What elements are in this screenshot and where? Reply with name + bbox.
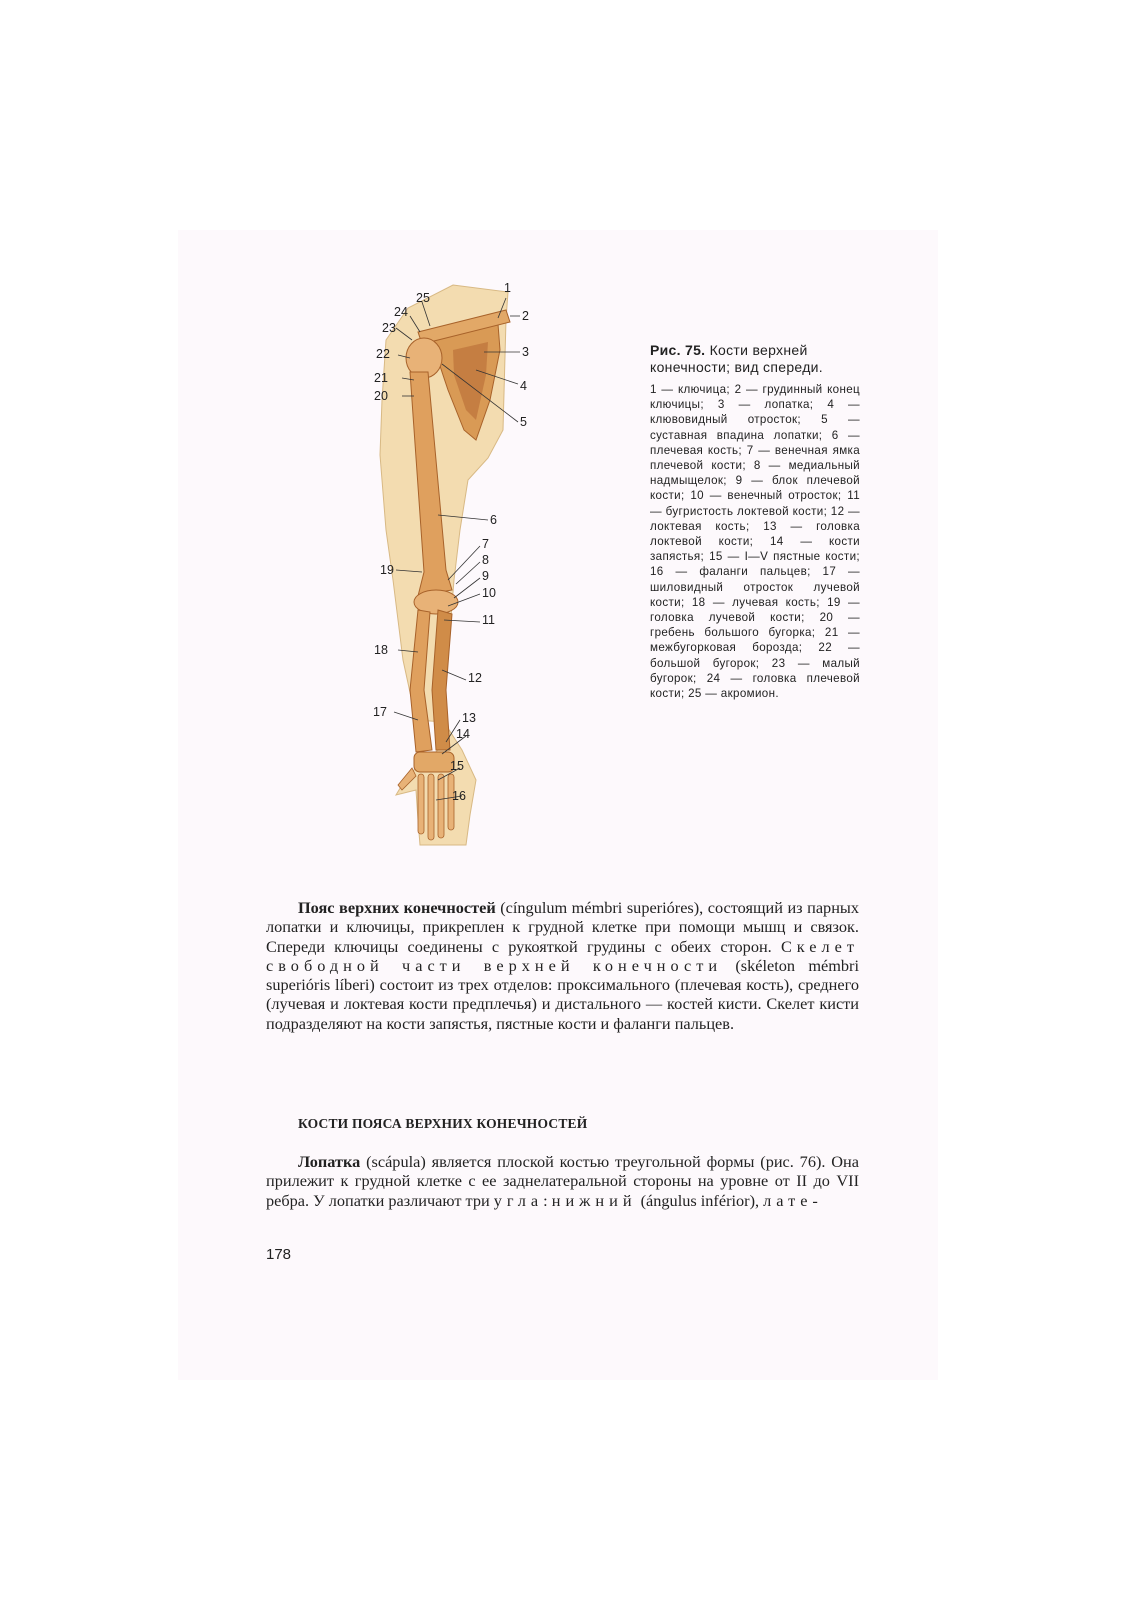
callout-7: 7 [482,537,489,551]
arm-skeleton-figure [358,280,558,850]
callout-23: 23 [382,321,396,335]
callout-16: 16 [452,789,466,803]
latin-term-2: (skéleton mémbri superióris líberi) [266,955,859,995]
callout-13: 13 [462,711,476,725]
callout-17: 17 [373,705,387,719]
spaced-lateral: лате- [763,1190,823,1210]
caption-legend: 1 — ключица; 2 — грудинный конец ключицы; 3 — лопатка; 4 — клювовидный отросток; 5 — суставная впадина лопатки; 6 — плечевая кость; 7 — венечная ямка плечевой кости; 8 — медиальный надмыщелок; 9 — блок плечевой кости; 10 — венечный отросток; 11 — бугристость локтевой кости; 12 — локтевая кость; 13 — головка локтевой кости; 14 — кости запястья; 15 — I—V пястные кости; 16 — фаланги пальцев; 17 — шиловидный отросток лучевой кости; 18 — лучевая кость; 19 — головка лучевой кости; 20 — гребень большого бугорка; 21 — межбугорковая борозда; 22 — большой бугорок; 23 — малый бугорок; 24 — головка плечевой кости; 25 — акромион. [650,383,860,701]
spaced-angles: угла [493,1190,544,1210]
term-scapula: Лопатка [298,1152,361,1171]
paragraph-upper-limb-girdle [266,898,859,1033]
callout-21: 21 [374,371,388,385]
callout-14: 14 [456,727,470,741]
callout-3: 3 [522,345,529,359]
paragraph1-text-a: состоящий из парных лопатки и ключицы, прикреплен к грудной клетке при помощи мышц и связок. Спереди ключицы соединены с рукояткой грудины с обеих сторон. [266,898,859,956]
callout-10: 10 [482,586,496,600]
caption-title-text: Кости верхней конечности; вид спереди. [650,342,823,375]
carpals-shape [414,752,454,772]
callout-18: 18 [374,643,388,657]
callout-11: 11 [482,613,495,627]
latin-angulus: (ángulus inférior), [636,1190,764,1210]
spaced-term-free-limb: Скелет свободной части верхней конечности [266,936,859,975]
callout-22: 22 [376,347,390,361]
callout-25: 25 [416,291,430,305]
callout-4: 4 [520,379,527,393]
callout-20: 20 [374,389,388,403]
figure-caption [650,342,860,701]
caption-title [650,342,860,376]
section-heading: КОСТИ ПОЯСА ВЕРХНИХ КОНЕЧНОСТЕЙ [298,1116,588,1131]
paragraph-scapula [266,1152,859,1210]
paragraph2-text-b: : [543,1190,552,1210]
callout-12: 12 [468,671,482,685]
caption-label: Рис. 75. [650,342,706,358]
spaced-inferior: нижний [551,1190,637,1210]
callout-6: 6 [490,513,497,527]
paragraph2-text-a: является плоской костью треугольной формы (рис. 76). Она прилежит к грудной клетке с ее заднелатеральной стороны на уровне от II до VII ребра. У лопатки различают три [266,1152,859,1210]
page-number: 178 [266,1246,292,1263]
callout-8: 8 [482,553,489,567]
book-page [178,230,938,1380]
callout-19: 19 [380,563,394,577]
latin-term: (cíngulum mémbri superióres), [495,898,708,917]
term-upper-limb-girdle: Пояс верхних конечностей [298,898,496,917]
latin-scapula: (scápula) [360,1152,432,1171]
callout-5: 5 [520,415,527,429]
callout-15: 15 [450,759,464,773]
callout-24: 24 [394,305,408,319]
callout-1: 1 [504,281,511,295]
paragraph1-text-b: состоит из трех отделов: проксимального (плечевая кость), среднего (лучевая и локтевая кости предплечья) и дистального — костей кисти. Скелет кисти подразделяют на кости запястья, пястные кости и фаланги пальцев. [266,975,859,1033]
callout-9: 9 [482,569,489,583]
callout-2: 2 [522,309,529,323]
